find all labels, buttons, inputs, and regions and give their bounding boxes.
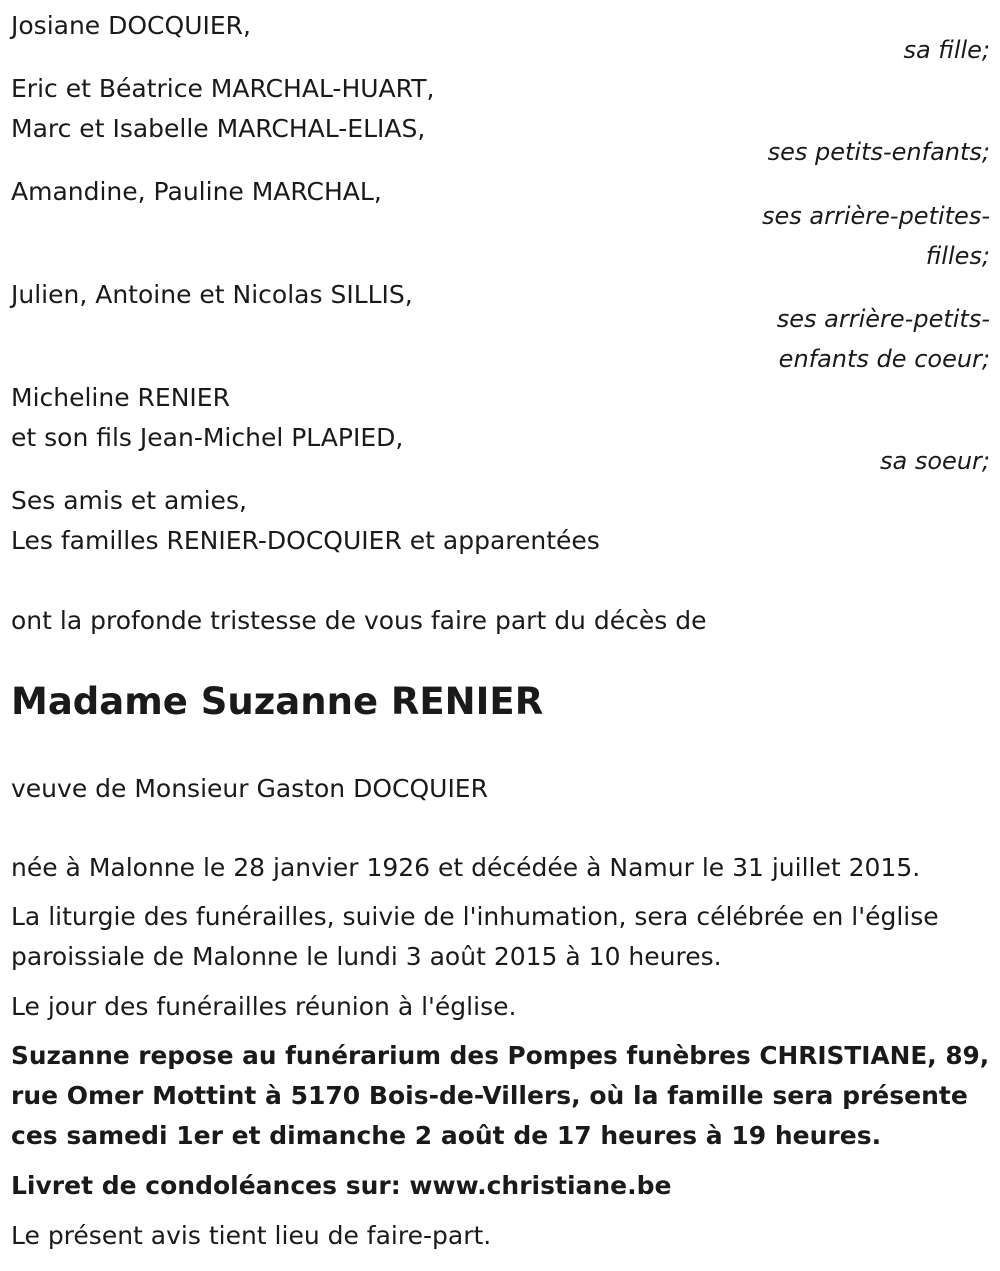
families-line: Les familles RENIER-DOCQUIER et apparentées xyxy=(11,526,600,555)
friends-line: Ses amis et amies, xyxy=(11,486,247,515)
heart-great-grandchildren: Julien, Antoine et Nicolas SILLIS, xyxy=(11,280,413,309)
grandchildren-line-1: Eric et Béatrice MARCHAL-HUART, xyxy=(11,74,435,103)
heart-role-line-1: ses arrière-petits- xyxy=(776,305,990,333)
great-granddaughters: Amandine, Pauline MARCHAL, xyxy=(11,177,382,206)
meeting-line: Le jour des funérailles réunion à l'église. xyxy=(11,992,517,1021)
notice-line: Le présent avis tient lieu de faire-part. xyxy=(11,1221,492,1250)
announcement-text: ont la profonde tristesse de vous faire part du décès de xyxy=(11,606,707,635)
rest-line-3: ces samedi 1er et dimanche 2 août de 17 heures à 19 heures. xyxy=(11,1121,882,1150)
rest-line-2: rue Omer Mottint à 5170 Bois-de-Villers, où la famille sera présente xyxy=(11,1081,968,1110)
widow-of: veuve de Monsieur Gaston DOCQUIER xyxy=(11,774,488,803)
condolences-line: Livret de condoléances sur: www.christiane.be xyxy=(11,1171,672,1200)
sister-line-2: et son fils Jean-Michel PLAPIED, xyxy=(11,423,404,452)
rest-line-1: Suzanne repose au funérarium des Pompes funèbres CHRISTIANE, 89, xyxy=(11,1041,990,1070)
daughter-role: sa fille; xyxy=(903,36,990,64)
daughter-name: Josiane DOCQUIER, xyxy=(11,11,251,40)
liturgy-line-2: paroissiale de Malonne le lundi 3 août 2015 à 10 heures. xyxy=(11,942,722,971)
deceased-name: Madame Suzanne RENIER xyxy=(11,680,544,723)
grandchildren-role: ses petits-enfants; xyxy=(767,138,990,166)
great-granddaughters-role-line-2: filles; xyxy=(925,242,990,270)
birth-death-line: née à Malonne le 28 janvier 1926 et décédée à Namur le 31 juillet 2015. xyxy=(11,853,921,882)
great-granddaughters-role-line-1: ses arrière-petites- xyxy=(762,202,990,230)
sister-role: sa soeur; xyxy=(880,447,990,475)
heart-role-line-2: enfants de coeur; xyxy=(778,345,990,373)
grandchildren-line-2: Marc et Isabelle MARCHAL-ELIAS, xyxy=(11,114,426,143)
liturgy-line-1: La liturgie des funérailles, suivie de l'inhumation, sera célébrée en l'église xyxy=(11,902,939,931)
sister-line-1: Micheline RENIER xyxy=(11,383,230,412)
